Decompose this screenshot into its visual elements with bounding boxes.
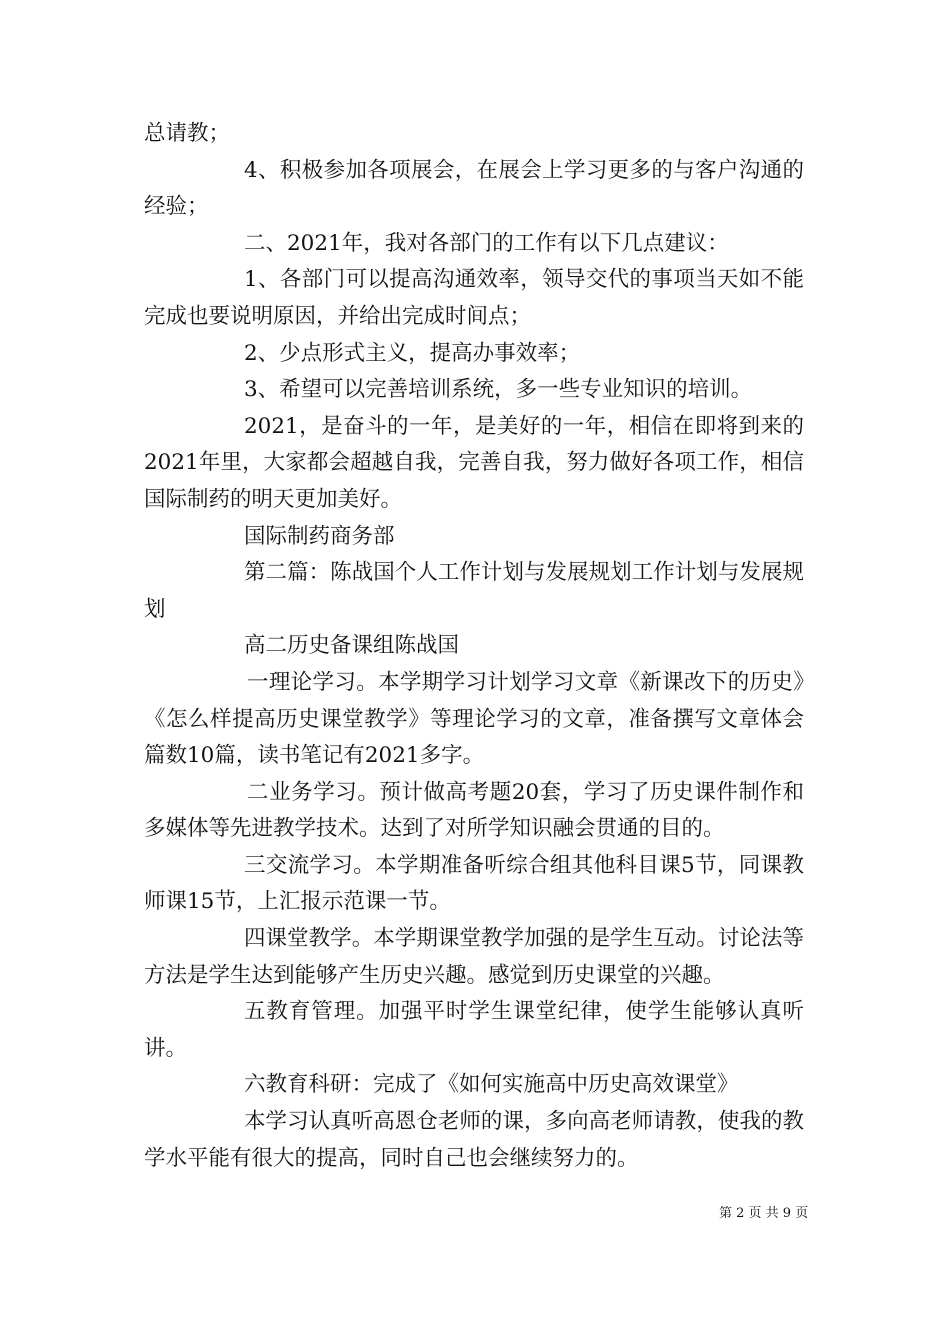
paragraph-suggestion-2: 2、少点形式主义，提高办事效率； xyxy=(244,340,581,366)
paragraph-self-improvement: 本学习认真听高恩仓老师的课，多向高老师请教，使我的教学水平能有很大的提高，同时自己也会继续努力的。 xyxy=(144,1109,804,1171)
paragraph-closing: 2021，是奋斗的一年，是美好的一年，相信在即将到来的2021年里，大家都会超越自我，完善自我，努力做好各项工作，相信国际制药的明天更加美好。 xyxy=(144,413,804,512)
author-line: 高二历史备课组陈战国 xyxy=(244,633,460,659)
paragraph-continued: 总请教； xyxy=(144,121,231,146)
paragraph-suggestion-3: 3、希望可以完善培训系统，多一些专业知识的培训。 xyxy=(244,377,753,403)
document-body xyxy=(144,116,804,1177)
paragraph-item-4: 4、积极参加各项展会，在展会上学习更多的与客户沟通的经验； xyxy=(144,157,804,220)
paragraph-suggestion-1: 1、各部门可以提高沟通效率，领导交代的事项当天如不能完成也要说明原因，并给出完成时间点； xyxy=(144,267,804,329)
paragraph-business-study: 二业务学习。预计做高考题20套，学习了历史课件制作和多媒体等先进教学技术。达到了对所学知识融会贯通的目的。 xyxy=(144,779,804,842)
paragraph-theory-study: 一理论学习。本学期学习计划学习文章《新课改下的历史》《怎么样提高历史课堂教学》等理论学习的文章，准备撰写文章体会篇数10篇，读书笔记有2021多字。 xyxy=(144,669,804,769)
paragraph-education-management: 五教育管理。加强平时学生课堂纪律，使学生能够认真听讲。 xyxy=(144,999,804,1061)
section-heading-suggestions: 二、2021年，我对各部门的工作有以下几点建议： xyxy=(244,230,729,256)
signature-department: 国际制药商务部 xyxy=(244,523,395,549)
chapter-title: 第二篇：陈战国个人工作计划与发展规划工作计划与发展规划 xyxy=(144,560,804,622)
paragraph-research: 六教育科研：完成了《如何实施高中历史高效课堂》 xyxy=(244,1072,739,1098)
page-number: 第 2 页 共 9 页 xyxy=(719,1206,809,1221)
paragraph-classroom-teaching: 四课堂教学。本学期课堂教学加强的是学生互动。讨论法等方法是学生达到能够产生历史兴趣。感觉到历史课堂的兴趣。 xyxy=(144,926,804,988)
paragraph-exchange-study: 三交流学习。本学期准备听综合组其他科目课5节，同课教师课15节，上汇报示范课一节。 xyxy=(144,852,804,915)
